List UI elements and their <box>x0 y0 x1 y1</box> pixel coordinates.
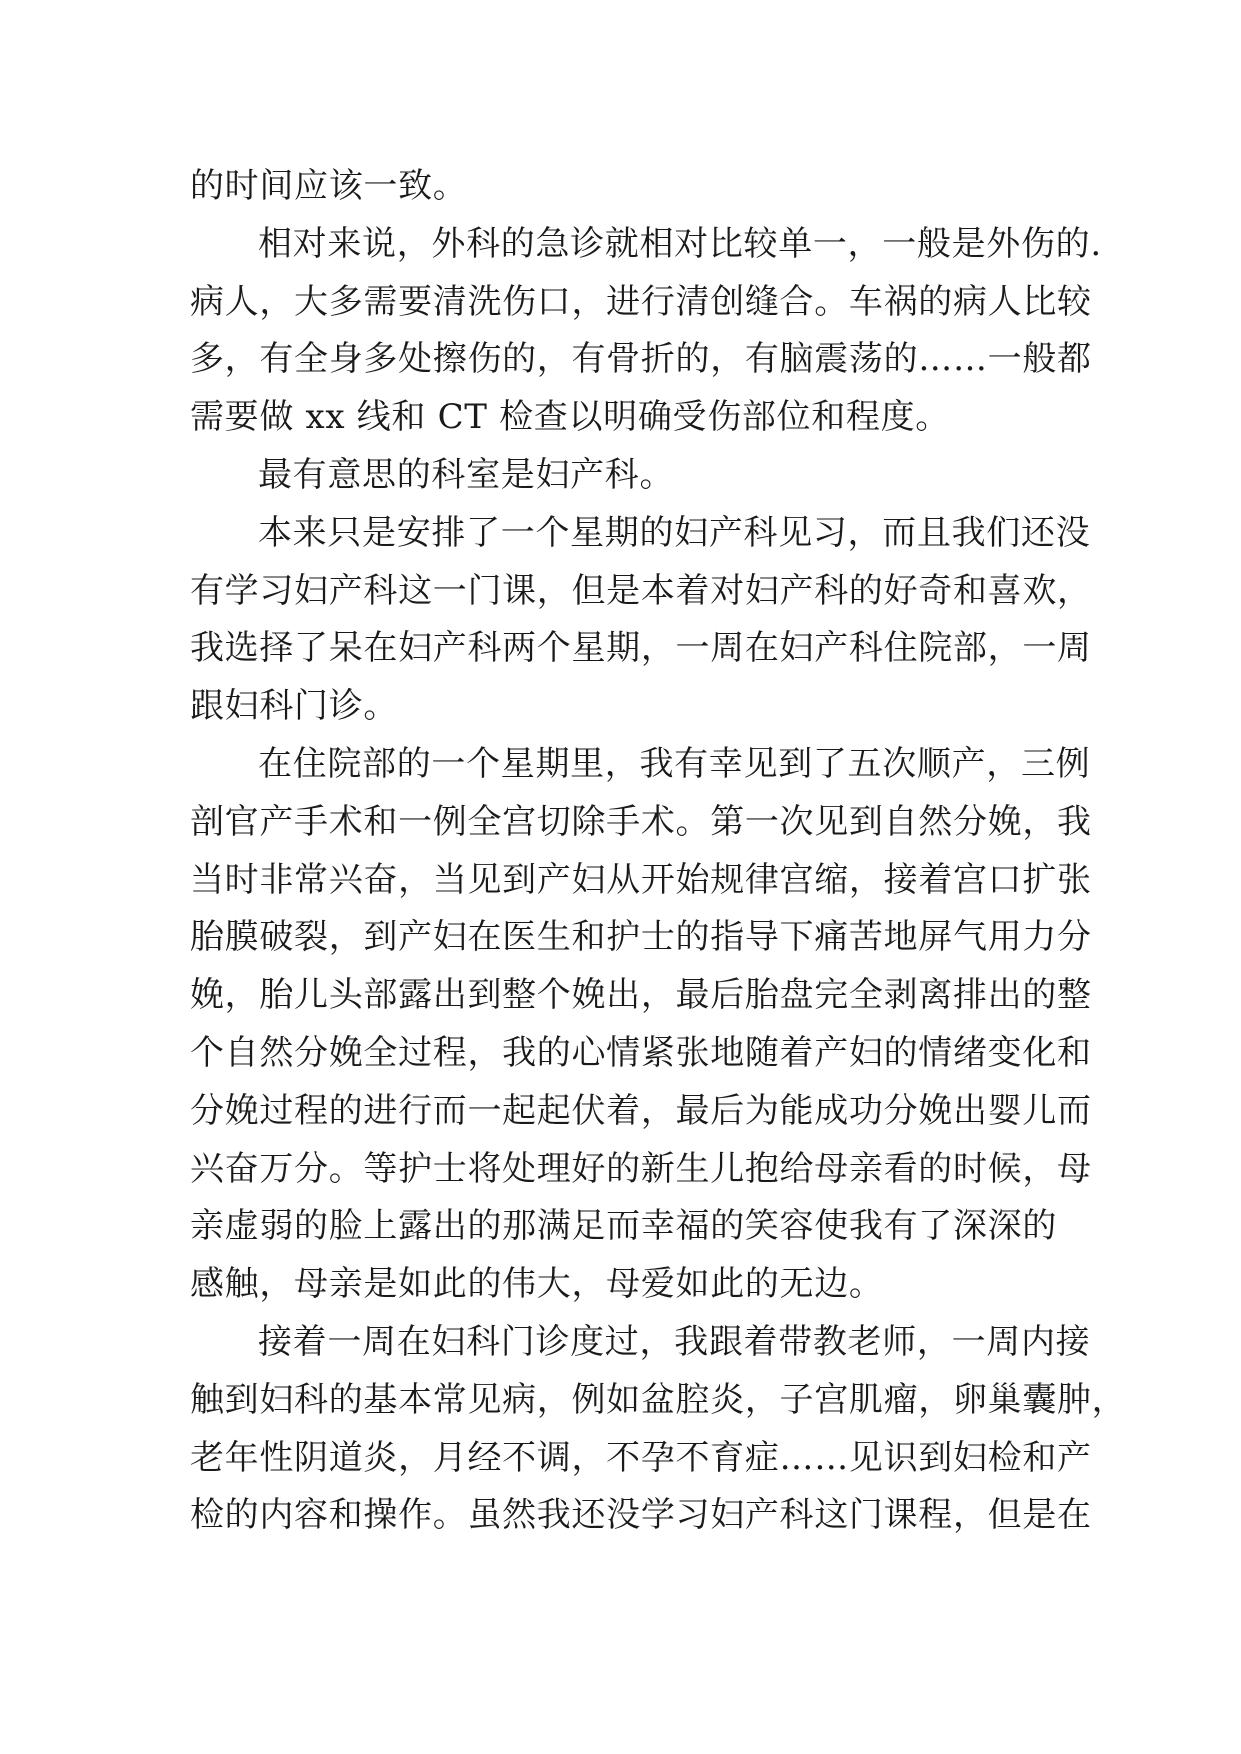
text-line: 亲虚弱的脸上露出的那满足而幸福的笑容使我有了深深的 <box>190 1206 1057 1247</box>
text-line: 剖官产手术和一例全宫切除手术。第一次见到自然分娩，我 <box>190 801 1092 842</box>
text-line: 相对来说，外科的急诊就相对比较单一，一般是外伤的. <box>258 223 1102 264</box>
text-line: 有学习妇产科这一门课，但是本着对妇产科的好奇和喜欢， <box>190 570 1092 611</box>
text-line: 娩，胎儿头部露出到整个娩出，最后胎盘完全剥离排出的整 <box>190 975 1092 1016</box>
text-line: 胎膜破裂，到产妇在医生和护士的指导下痛苦地屏气用力分 <box>190 917 1092 958</box>
text-line: 触到妇科的基本常见病，例如盆腔炎，子宫肌瘤，卵巢囊肿， <box>190 1379 1127 1420</box>
text-line: 本来只是安排了一个星期的妇产科见习，而且我们还没 <box>258 512 1091 553</box>
text-line: 当时非常兴奋，当见到产妇从开始规律宫缩，接着宫口扩张 <box>190 859 1092 900</box>
text-line: 最有意思的科室是妇产科。 <box>258 454 675 495</box>
text-line: 跟妇科门诊。 <box>190 686 399 727</box>
text-line: 的时间应该一致。 <box>190 166 468 206</box>
text-line: 个自然分娩全过程，我的心情紧张地随着产妇的情绪变化和 <box>190 1032 1092 1073</box>
text-line: 接着一周在妇科门诊度过，我跟着带教老师，一周内接 <box>258 1321 1091 1362</box>
text-line: 多，有全身多处擦伤的，有骨折的，有脑震荡的……一般都 <box>190 339 1092 380</box>
text-line: 我选择了呆在妇产科两个星期，一周在妇产科住院部，一周 <box>190 628 1092 669</box>
text-line: 感触，母亲是如此的伟大，母爱如此的无边。 <box>190 1264 884 1305</box>
text-line: 老年性阴道炎，月经不调，不孕不育症……见识到妇检和产 <box>190 1437 1092 1478</box>
text-line: 检的内容和操作。虽然我还没学习妇产科这门课程，但是在 <box>190 1495 1092 1536</box>
body-text <box>190 158 1127 1545</box>
text-line: 在住院部的一个星期里，我有幸见到了五次顺产，三例 <box>258 743 1091 784</box>
text-line: 病人，大多需要清洗伤口，进行清创缝合。车祸的病人比较 <box>190 281 1092 322</box>
text-line: 需要做 xx 线和 CT 检查以明确受伤部位和程度。 <box>190 397 950 438</box>
text-line: 分娩过程的进行而一起起伏着，最后为能成功分娩出婴儿而 <box>190 1090 1092 1131</box>
text-line: 兴奋万分。等护士将处理好的新生儿抱给母亲看的时候，母 <box>190 1148 1092 1189</box>
